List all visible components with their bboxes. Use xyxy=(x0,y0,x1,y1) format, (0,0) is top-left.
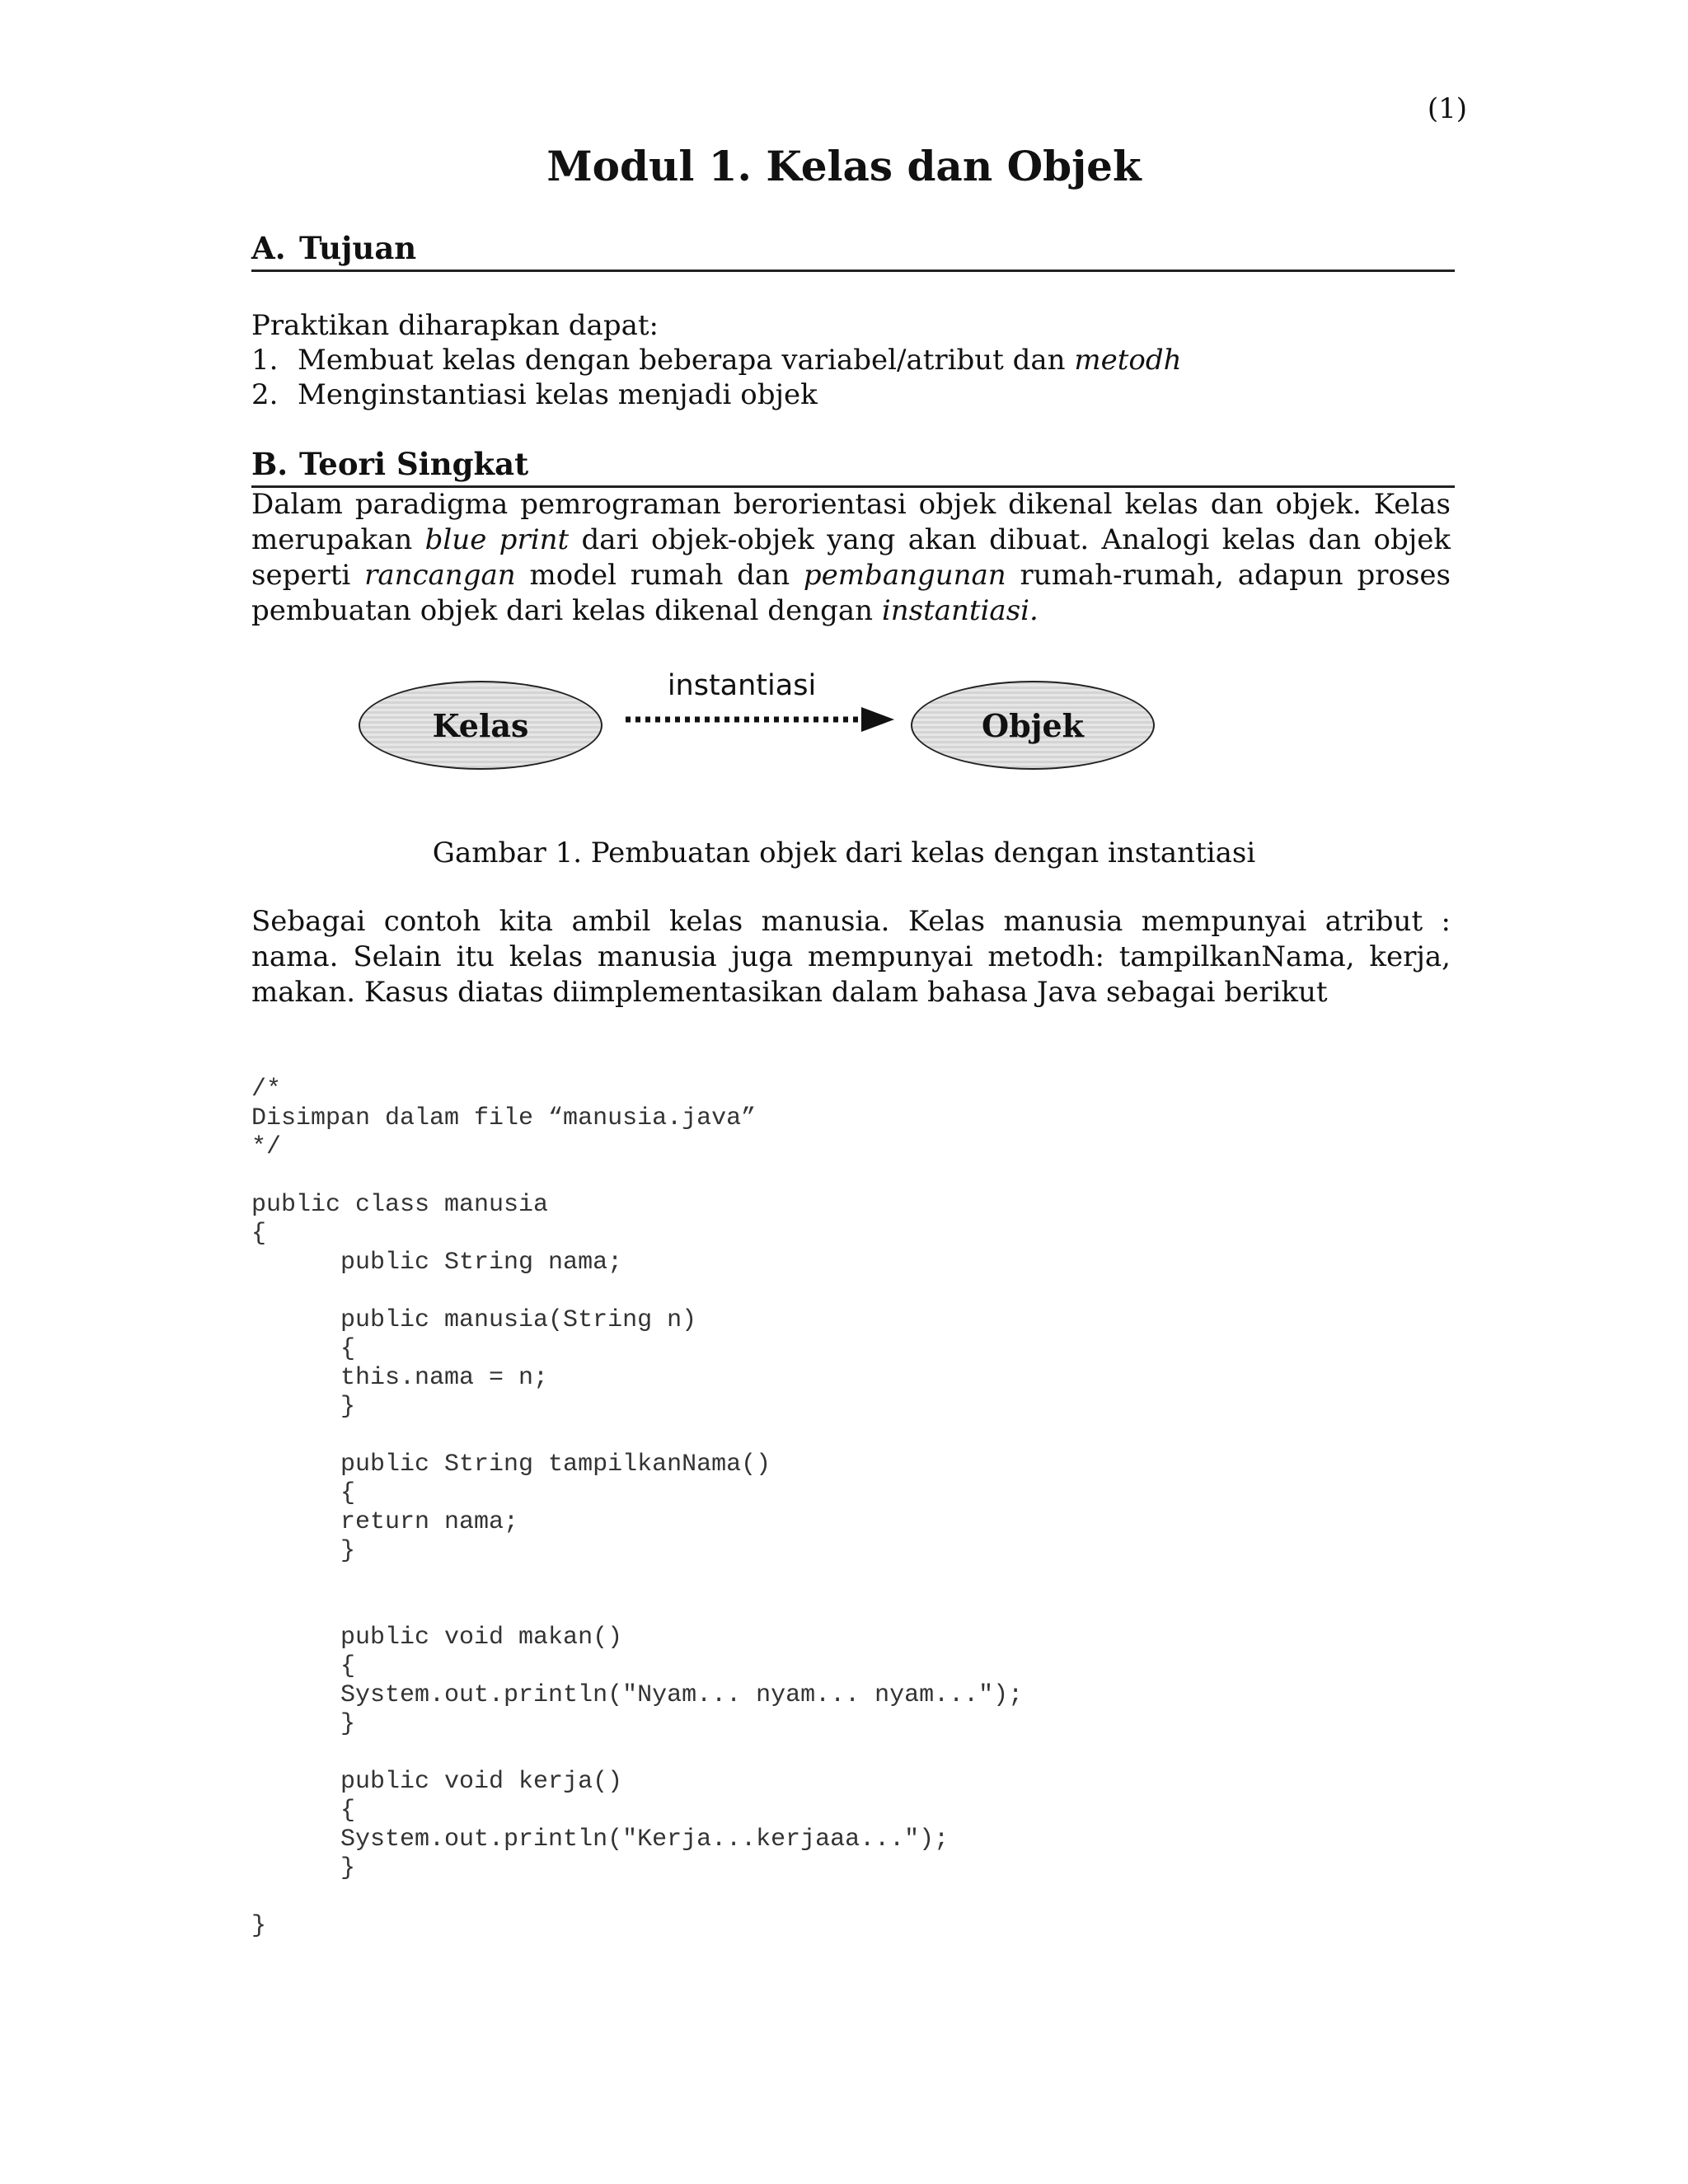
code-line: public String nama; xyxy=(251,1249,623,1277)
theory-segment-italic: instantiasi. xyxy=(881,594,1039,627)
code-line xyxy=(251,1277,1023,1306)
theory-paragraph xyxy=(251,487,1451,629)
objective-text: Membuat kelas dengan beberapa variabel/atribut dan xyxy=(298,344,1075,377)
objective-item-1 xyxy=(251,344,1182,377)
section-a-heading xyxy=(251,230,1455,272)
arrow-label: instantiasi xyxy=(667,669,817,702)
theory-segment: rumah-rumah, adapun proses pembuatan objek dari kelas dikenal dengan xyxy=(251,559,1451,627)
instantiation-arrow xyxy=(622,707,903,732)
object-node-label: Objek xyxy=(982,706,1084,744)
code-block xyxy=(251,1076,1023,1941)
objectives-intro: Praktikan diharapkan dapat: xyxy=(251,309,659,342)
code-line xyxy=(251,1739,1023,1768)
section-b-letter: B. xyxy=(251,446,288,482)
code-line: public manusia(String n) xyxy=(251,1306,697,1334)
code-line: { xyxy=(251,1797,356,1825)
section-b-heading xyxy=(251,446,1455,488)
code-line xyxy=(251,1595,1023,1624)
code-line xyxy=(251,1566,1023,1595)
theory-segment: Dalam paradigma pemrograman berorientasi objek dikenal kelas dan objek. Kelas merupakan xyxy=(251,488,1451,556)
code-line: */ xyxy=(251,1133,282,1161)
section-a-title: Tujuan xyxy=(299,230,417,266)
objective-text: Menginstantiasi kelas menjadi objek xyxy=(298,378,818,411)
code-line xyxy=(251,1162,1023,1191)
objective-item-2 xyxy=(251,378,818,411)
object-node xyxy=(911,681,1155,770)
section-a-letter: A. xyxy=(251,230,286,266)
objective-number: 1. xyxy=(251,344,279,377)
theory-segment-italic: pembangunan xyxy=(803,559,1006,592)
code-line: } xyxy=(251,1710,356,1738)
code-line xyxy=(251,1422,1023,1451)
code-line: Disimpan dalam file “manusia.java” xyxy=(251,1104,757,1132)
code-line: this.nama = n; xyxy=(251,1364,549,1392)
theory-segment-italic: rancangan xyxy=(364,559,516,592)
code-line: { xyxy=(251,1335,356,1363)
theory-segment: dari objek-objek yang akan dibuat. Analogi kelas dan objek seperti xyxy=(251,523,1451,592)
code-line xyxy=(251,1883,1023,1912)
class-node xyxy=(359,681,603,770)
example-paragraph: Sebagai contoh kita ambil kelas manusia. Kelas manusia mempunyai atribut : nama. Selain itu kelas manusia juga mempunyai metodh: tampilkanNama, kerja, makan. Kasus diatas diimplementasikan dalam bahasa Java sebagai berikut xyxy=(251,905,1451,1009)
page-title: Modul 1. Kelas dan Objek xyxy=(546,142,1142,190)
code-line: public class manusia xyxy=(251,1191,549,1219)
code-line: } xyxy=(251,1912,267,1940)
code-line: return nama; xyxy=(251,1508,519,1536)
code-line: { xyxy=(251,1652,356,1680)
code-line: System.out.println("Nyam... nyam... nyam..."); xyxy=(251,1681,1024,1709)
code-line: public void makan() xyxy=(251,1624,623,1652)
theory-segment: model rumah dan xyxy=(515,559,804,592)
figure-caption: Gambar 1. Pembuatan objek dari kelas dengan instantiasi xyxy=(432,837,1256,869)
objective-emphasis: metodh xyxy=(1074,344,1182,377)
objective-number: 2. xyxy=(251,378,279,411)
code-line: } xyxy=(251,1537,356,1565)
arrowhead-icon xyxy=(861,707,894,732)
theory-segment-italic: blue print xyxy=(424,523,570,556)
section-b-title: Teori Singkat xyxy=(299,446,529,482)
code-line: { xyxy=(251,1220,267,1248)
page-number: (1) xyxy=(1427,92,1467,125)
code-line: public String tampilkanNama() xyxy=(251,1451,771,1479)
code-line: /* xyxy=(251,1076,282,1104)
class-node-label: Kelas xyxy=(432,706,529,744)
code-line: public void kerja() xyxy=(251,1768,623,1796)
code-line: } xyxy=(251,1393,356,1421)
code-line: } xyxy=(251,1854,356,1882)
code-line: System.out.println("Kerja...kerjaaa..."); xyxy=(251,1825,950,1854)
code-line: { xyxy=(251,1479,356,1507)
